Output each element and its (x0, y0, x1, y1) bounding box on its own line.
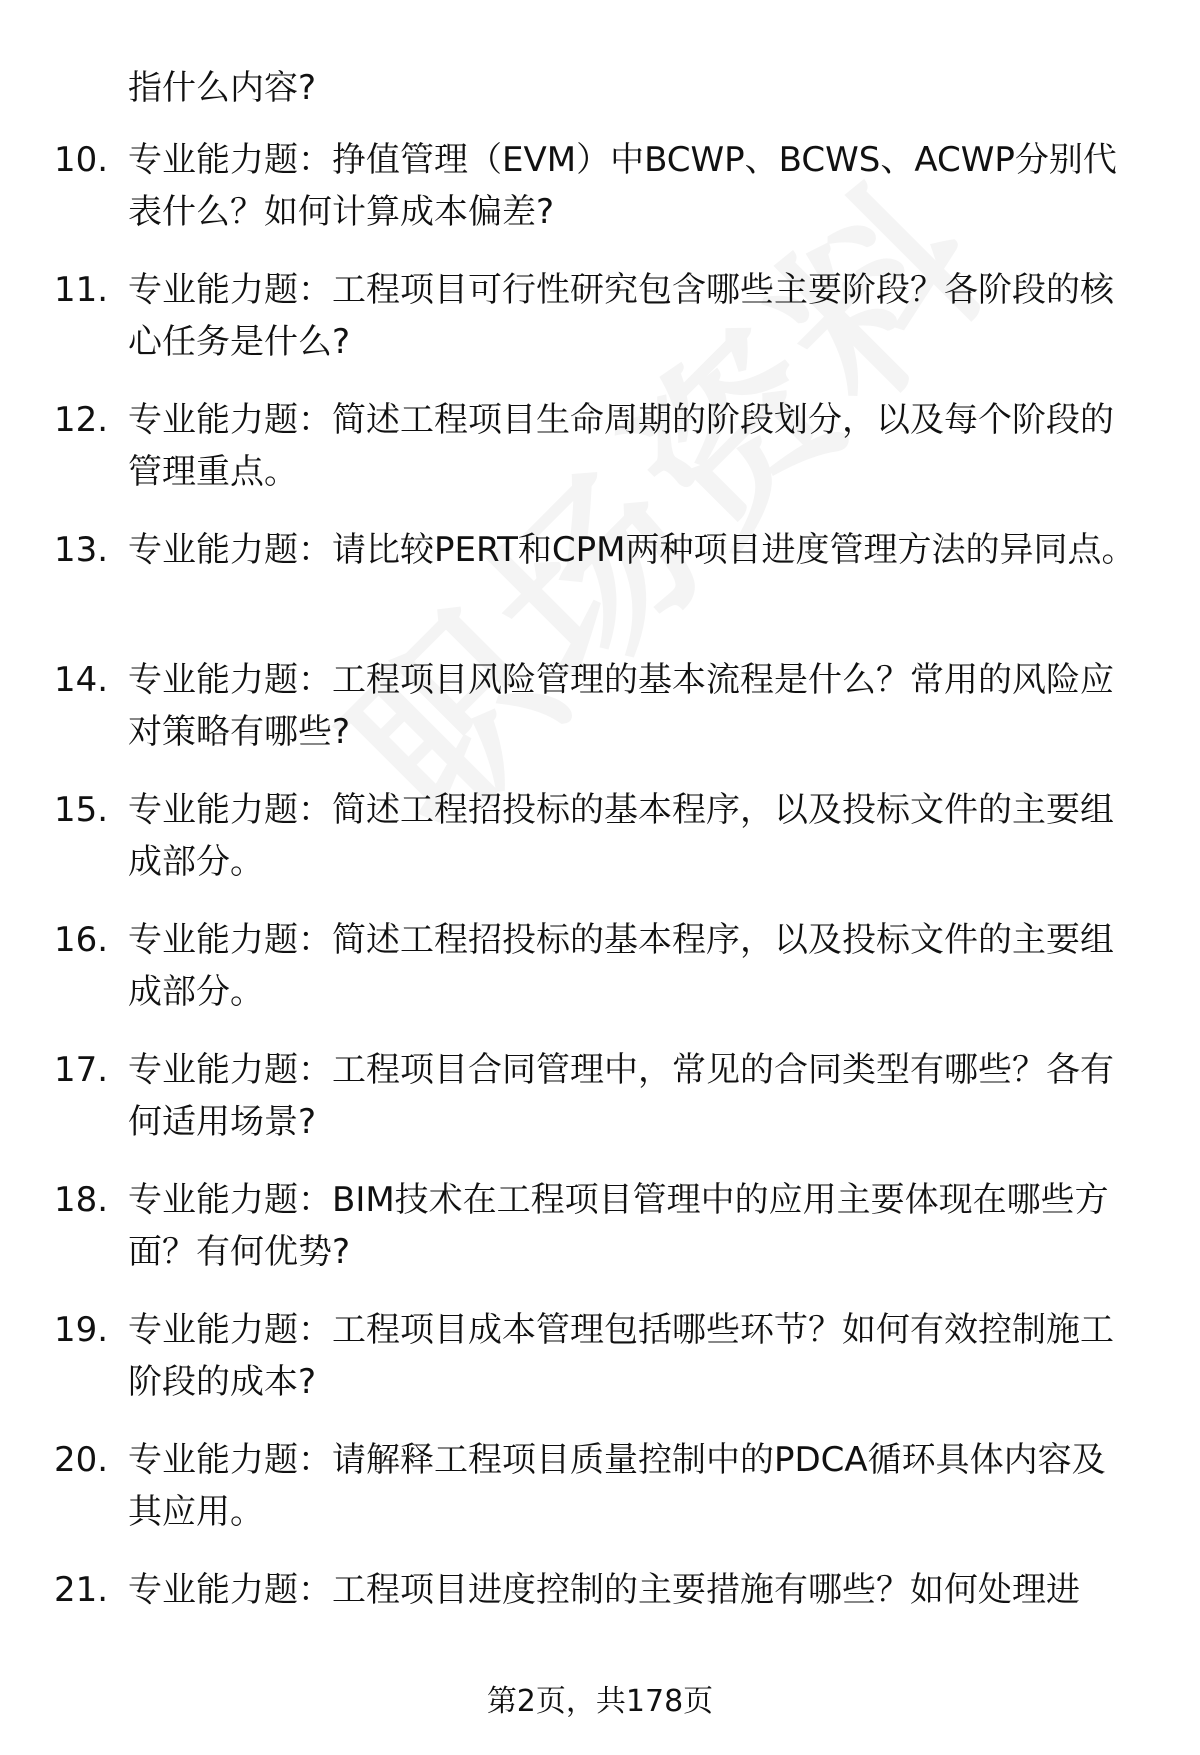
question-item (0, 524, 1200, 654)
question-item (0, 1564, 1200, 1694)
question-item (0, 394, 1200, 524)
question-number: 21. (54, 1570, 109, 1610)
question-text: 专业能力题：简述工程项目生命周期的阶段划分，以及每个阶段的管理重点。 (128, 400, 1114, 492)
question-item (0, 134, 1200, 264)
question-text: 专业能力题：请比较PERT和CPM两种项目进度管理方法的异同点。 (128, 530, 1136, 570)
question-text: 专业能力题：工程项目合同管理中，常见的合同类型有哪些？各有何适用场景? (128, 1050, 1114, 1142)
question-number: 13. (54, 530, 109, 570)
question-number: 10. (54, 140, 109, 180)
question-item (0, 784, 1200, 914)
question-number: 18. (54, 1180, 109, 1220)
continued-question-text: 指什么内容? (128, 68, 317, 108)
question-number: 19. (54, 1310, 109, 1350)
question-text: 专业能力题：挣值管理（EVM）中BCWP、BCWS、ACWP分别代表什么？如何计算成本偏差? (128, 140, 1117, 232)
question-number: 14. (54, 660, 109, 700)
question-text: 专业能力题：简述工程招投标的基本程序，以及投标文件的主要组成部分。 (128, 920, 1114, 1012)
question-text: 专业能力题：BIM技术在工程项目管理中的应用主要体现在哪些方面？有何优势? (128, 1180, 1109, 1272)
question-item (0, 654, 1200, 784)
question-text: 专业能力题：工程项目可行性研究包含哪些主要阶段？各阶段的核心任务是什么? (128, 270, 1114, 362)
question-text: 专业能力题：工程项目成本管理包括哪些环节？如何有效控制施工阶段的成本? (128, 1310, 1114, 1402)
question-text: 专业能力题：简述工程招投标的基本程序，以及投标文件的主要组成部分。 (128, 790, 1114, 882)
question-number: 17. (54, 1050, 109, 1090)
question-text: 专业能力题：工程项目进度控制的主要措施有哪些？如何处理进 (128, 1570, 1080, 1610)
question-item (0, 264, 1200, 394)
question-text: 专业能力题：工程项目风险管理的基本流程是什么？常用的风险应对策略有哪些? (128, 660, 1114, 752)
question-item (0, 1304, 1200, 1434)
question-text: 专业能力题：请解释工程项目质量控制中的PDCA循环具体内容及其应用。 (128, 1440, 1106, 1532)
question-number: 12. (54, 400, 109, 440)
question-list (0, 134, 1200, 1694)
question-item (0, 1434, 1200, 1564)
question-number: 20. (54, 1440, 109, 1480)
question-item (0, 914, 1200, 1044)
question-item (0, 1174, 1200, 1304)
question-item (0, 1044, 1200, 1174)
page-number-footer: 第2页，共178页 (486, 1684, 714, 1719)
question-number: 16. (54, 920, 109, 960)
question-number: 15. (54, 790, 109, 830)
question-number: 11. (54, 270, 109, 310)
